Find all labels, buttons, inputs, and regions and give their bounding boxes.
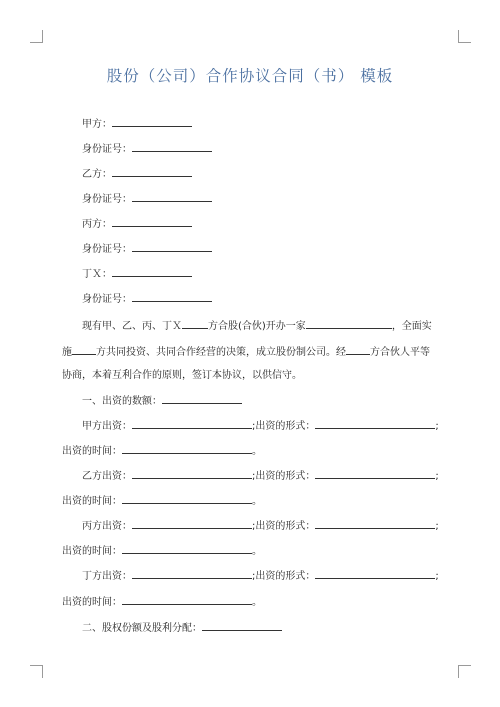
fill-blank[interactable] (346, 344, 370, 355)
preamble-line-1 (82, 318, 432, 334)
form-label: ;出资的形式： (252, 571, 316, 582)
preamble-text: 方共同投资、共同合作经营的决策，成立股份制公司。经 (96, 347, 346, 358)
fill-blank[interactable] (112, 166, 192, 177)
separator: ; (435, 571, 439, 582)
preamble-text: 现有甲、乙、丙、丁Ｘ (82, 321, 182, 332)
preamble-text: 方合股(合伙)开办一家 (208, 321, 306, 332)
field-label: 丁Ｘ： (82, 269, 112, 280)
period: 。 (252, 496, 262, 507)
separator: ; (435, 521, 439, 532)
section-2-heading (82, 620, 282, 636)
fill-blank[interactable] (122, 543, 252, 554)
time-label: 出资的时间： (62, 496, 122, 507)
contribution-row-d (82, 568, 439, 584)
fill-blank[interactable] (132, 418, 252, 429)
preamble-line-2 (62, 344, 430, 360)
fill-blank[interactable] (132, 518, 252, 529)
fill-blank[interactable] (315, 418, 435, 429)
contribution-time-c (62, 543, 262, 559)
field-label: 身份证号： (82, 244, 132, 255)
fill-blank[interactable] (112, 266, 192, 277)
fill-blank[interactable] (132, 291, 212, 302)
contribution-label: 乙方出资： (82, 471, 132, 482)
fill-blank[interactable] (202, 620, 282, 631)
fill-blank[interactable] (112, 116, 192, 127)
fill-blank[interactable] (132, 191, 212, 202)
field-label: 身份证号： (82, 194, 132, 205)
time-label: 出资的时间： (62, 446, 122, 457)
time-label: 出资的时间： (62, 546, 122, 557)
id-field-d (82, 291, 212, 307)
field-label: 身份证号： (82, 144, 132, 155)
section-heading-text: 二、股权份额及股利分配： (82, 623, 202, 634)
contribution-time-d (62, 594, 262, 610)
separator: ; (435, 421, 439, 432)
preamble-text: ，全面实 (391, 321, 432, 332)
crop-mark-bottom-right (458, 665, 471, 678)
party-field-c (82, 216, 192, 232)
id-field-a (82, 141, 212, 157)
preamble-text: 方合伙人平等 (370, 347, 430, 358)
contribution-row-a (82, 418, 439, 434)
period: 。 (252, 597, 262, 608)
contribution-row-c (82, 518, 439, 534)
fill-blank[interactable] (122, 594, 252, 605)
fill-blank[interactable] (112, 216, 192, 227)
document-title: 股份（公司）合作协议合同（书） 模板 (106, 67, 394, 85)
field-label: 丙方： (82, 219, 112, 230)
fill-blank[interactable] (132, 568, 252, 579)
crop-mark-bottom-left (30, 665, 43, 678)
preamble-line-3: 协商，本着互利合作的原则，签订本协议，以供信守。 (62, 370, 302, 381)
fill-blank[interactable] (72, 344, 96, 355)
contribution-row-b (82, 468, 439, 484)
field-label: 甲方： (82, 119, 112, 130)
contribution-label: 丙方出资： (82, 521, 132, 532)
separator: ; (435, 471, 439, 482)
fill-blank[interactable] (315, 468, 435, 479)
time-label: 出资的时间： (62, 597, 122, 608)
fill-blank[interactable] (182, 318, 208, 329)
contribution-label: 甲方出资： (82, 421, 132, 432)
preamble-text: 施 (62, 347, 72, 358)
form-label: ;出资的形式： (252, 421, 316, 432)
party-field-a (82, 116, 192, 132)
form-label: ;出资的形式： (252, 521, 316, 532)
fill-blank[interactable] (306, 318, 392, 329)
fill-blank[interactable] (315, 518, 435, 529)
field-label: 乙方： (82, 169, 112, 180)
fill-blank[interactable] (122, 443, 252, 454)
section-heading-text: 一、出资的数额： (82, 396, 162, 407)
party-field-d (82, 266, 192, 282)
party-field-b (82, 166, 192, 182)
fill-blank[interactable] (122, 493, 252, 504)
fill-blank[interactable] (162, 393, 242, 404)
crop-mark-top-left (30, 30, 43, 43)
period: 。 (252, 446, 262, 457)
fill-blank[interactable] (315, 568, 435, 579)
crop-mark-top-right (458, 30, 471, 43)
field-label: 身份证号： (82, 294, 132, 305)
section-1-heading (82, 393, 242, 409)
fill-blank[interactable] (132, 141, 212, 152)
id-field-b (82, 191, 212, 207)
fill-blank[interactable] (132, 468, 252, 479)
contribution-time-b (62, 493, 262, 509)
form-label: ;出资的形式： (252, 471, 316, 482)
contribution-label: 丁方出资： (82, 571, 132, 582)
fill-blank[interactable] (132, 241, 212, 252)
period: 。 (252, 546, 262, 557)
id-field-c (82, 241, 212, 257)
contribution-time-a (62, 443, 262, 459)
